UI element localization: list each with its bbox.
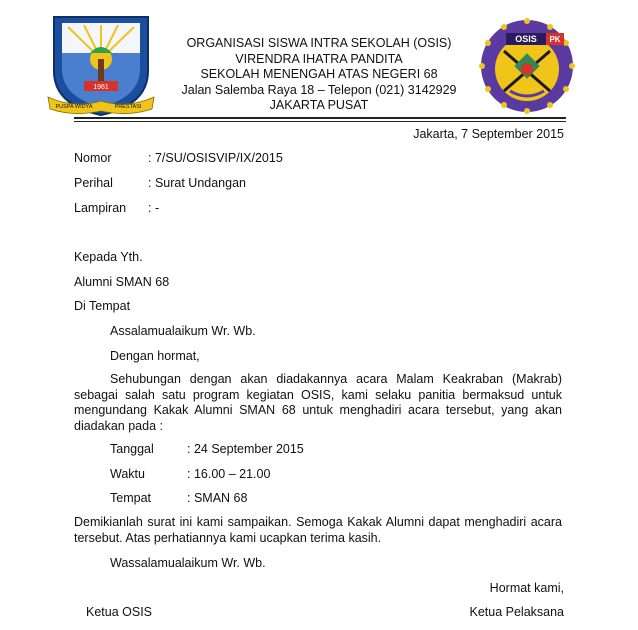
osis-logo-text: OSIS: [515, 34, 537, 44]
tempat-label: Tempat: [110, 491, 151, 505]
body-paragraph: Sehubungan dengan akan diadakannya acara Malam Keakraban (Makrab) sebagai salah satu program kegiatan OSIS, kami selaku panitia bermaksud untuk mengundang Kakak Alumni SMAN 68 untuk menghadiri acara tersebut, yang akan diadakan pada :: [74, 372, 562, 433]
lampiran-label: Lampiran: [74, 201, 127, 215]
recipient-line-2: Alumni SMAN 68: [74, 275, 170, 289]
greeting: Assalamualaikum Wr. Wb.: [110, 324, 256, 338]
crest-ribbon-right: PRESTASI: [114, 104, 142, 110]
letterhead: [0, 36, 638, 114]
tanggal-label: Tanggal: [110, 442, 154, 456]
perihal-label: Perihal: [74, 176, 113, 190]
osis-logo-pk: PK: [549, 35, 561, 44]
letterhead-city: JAKARTA PUSAT: [269, 98, 369, 112]
hormat-kami: Hormat kami,: [489, 581, 564, 595]
nomor-value: : 7/SU/OSISVIP/IX/2015: [148, 151, 283, 165]
letter-date: Jakarta, 7 September 2015: [413, 127, 564, 141]
recipient-line-3: Di Tempat: [74, 299, 131, 313]
perihal-value: : Surat Undangan: [148, 176, 246, 190]
header-rule-thick: [74, 117, 566, 119]
letterhead-school: SEKOLAH MENENGAH ATAS NEGERI 68: [200, 67, 438, 81]
tanggal-value: : 24 September 2015: [187, 442, 304, 456]
signature-right: Ketua Pelaksana: [469, 605, 564, 619]
signature-left: Ketua OSIS: [86, 605, 153, 619]
recipient-line-1: Kepada Yth.: [74, 250, 143, 264]
crest-ribbon-left: PUSPA WIDYA: [55, 104, 93, 110]
header-rule-thin: [74, 121, 566, 122]
salutation: Dengan hormat,: [110, 349, 200, 363]
letterhead-org: ORGANISASI SISWA INTRA SEKOLAH (OSIS): [186, 36, 452, 50]
waktu-label: Waktu: [110, 467, 145, 481]
waktu-value: : 16.00 – 21.00: [187, 467, 271, 481]
crest-year: 1961: [93, 84, 109, 91]
letterhead-name: VIRENDRA IHATRA PANDITA: [235, 51, 403, 66]
nomor-label: Nomor: [74, 151, 112, 165]
lampiran-value: : -: [148, 201, 160, 215]
farewell: Wassalamualaikum Wr. Wb.: [110, 556, 266, 570]
letterhead-address: Jalan Salemba Raya 18 – Telepon (021) 3142929: [181, 82, 457, 97]
tempat-value: : SMAN 68: [187, 491, 248, 505]
closing-paragraph: Demikianlah surat ini kami sampaikan. Semoga Kakak Alumni dapat menghadiri acara tersebut. Atas perhatiannya kami ucapkan terima kasih.: [74, 515, 562, 545]
